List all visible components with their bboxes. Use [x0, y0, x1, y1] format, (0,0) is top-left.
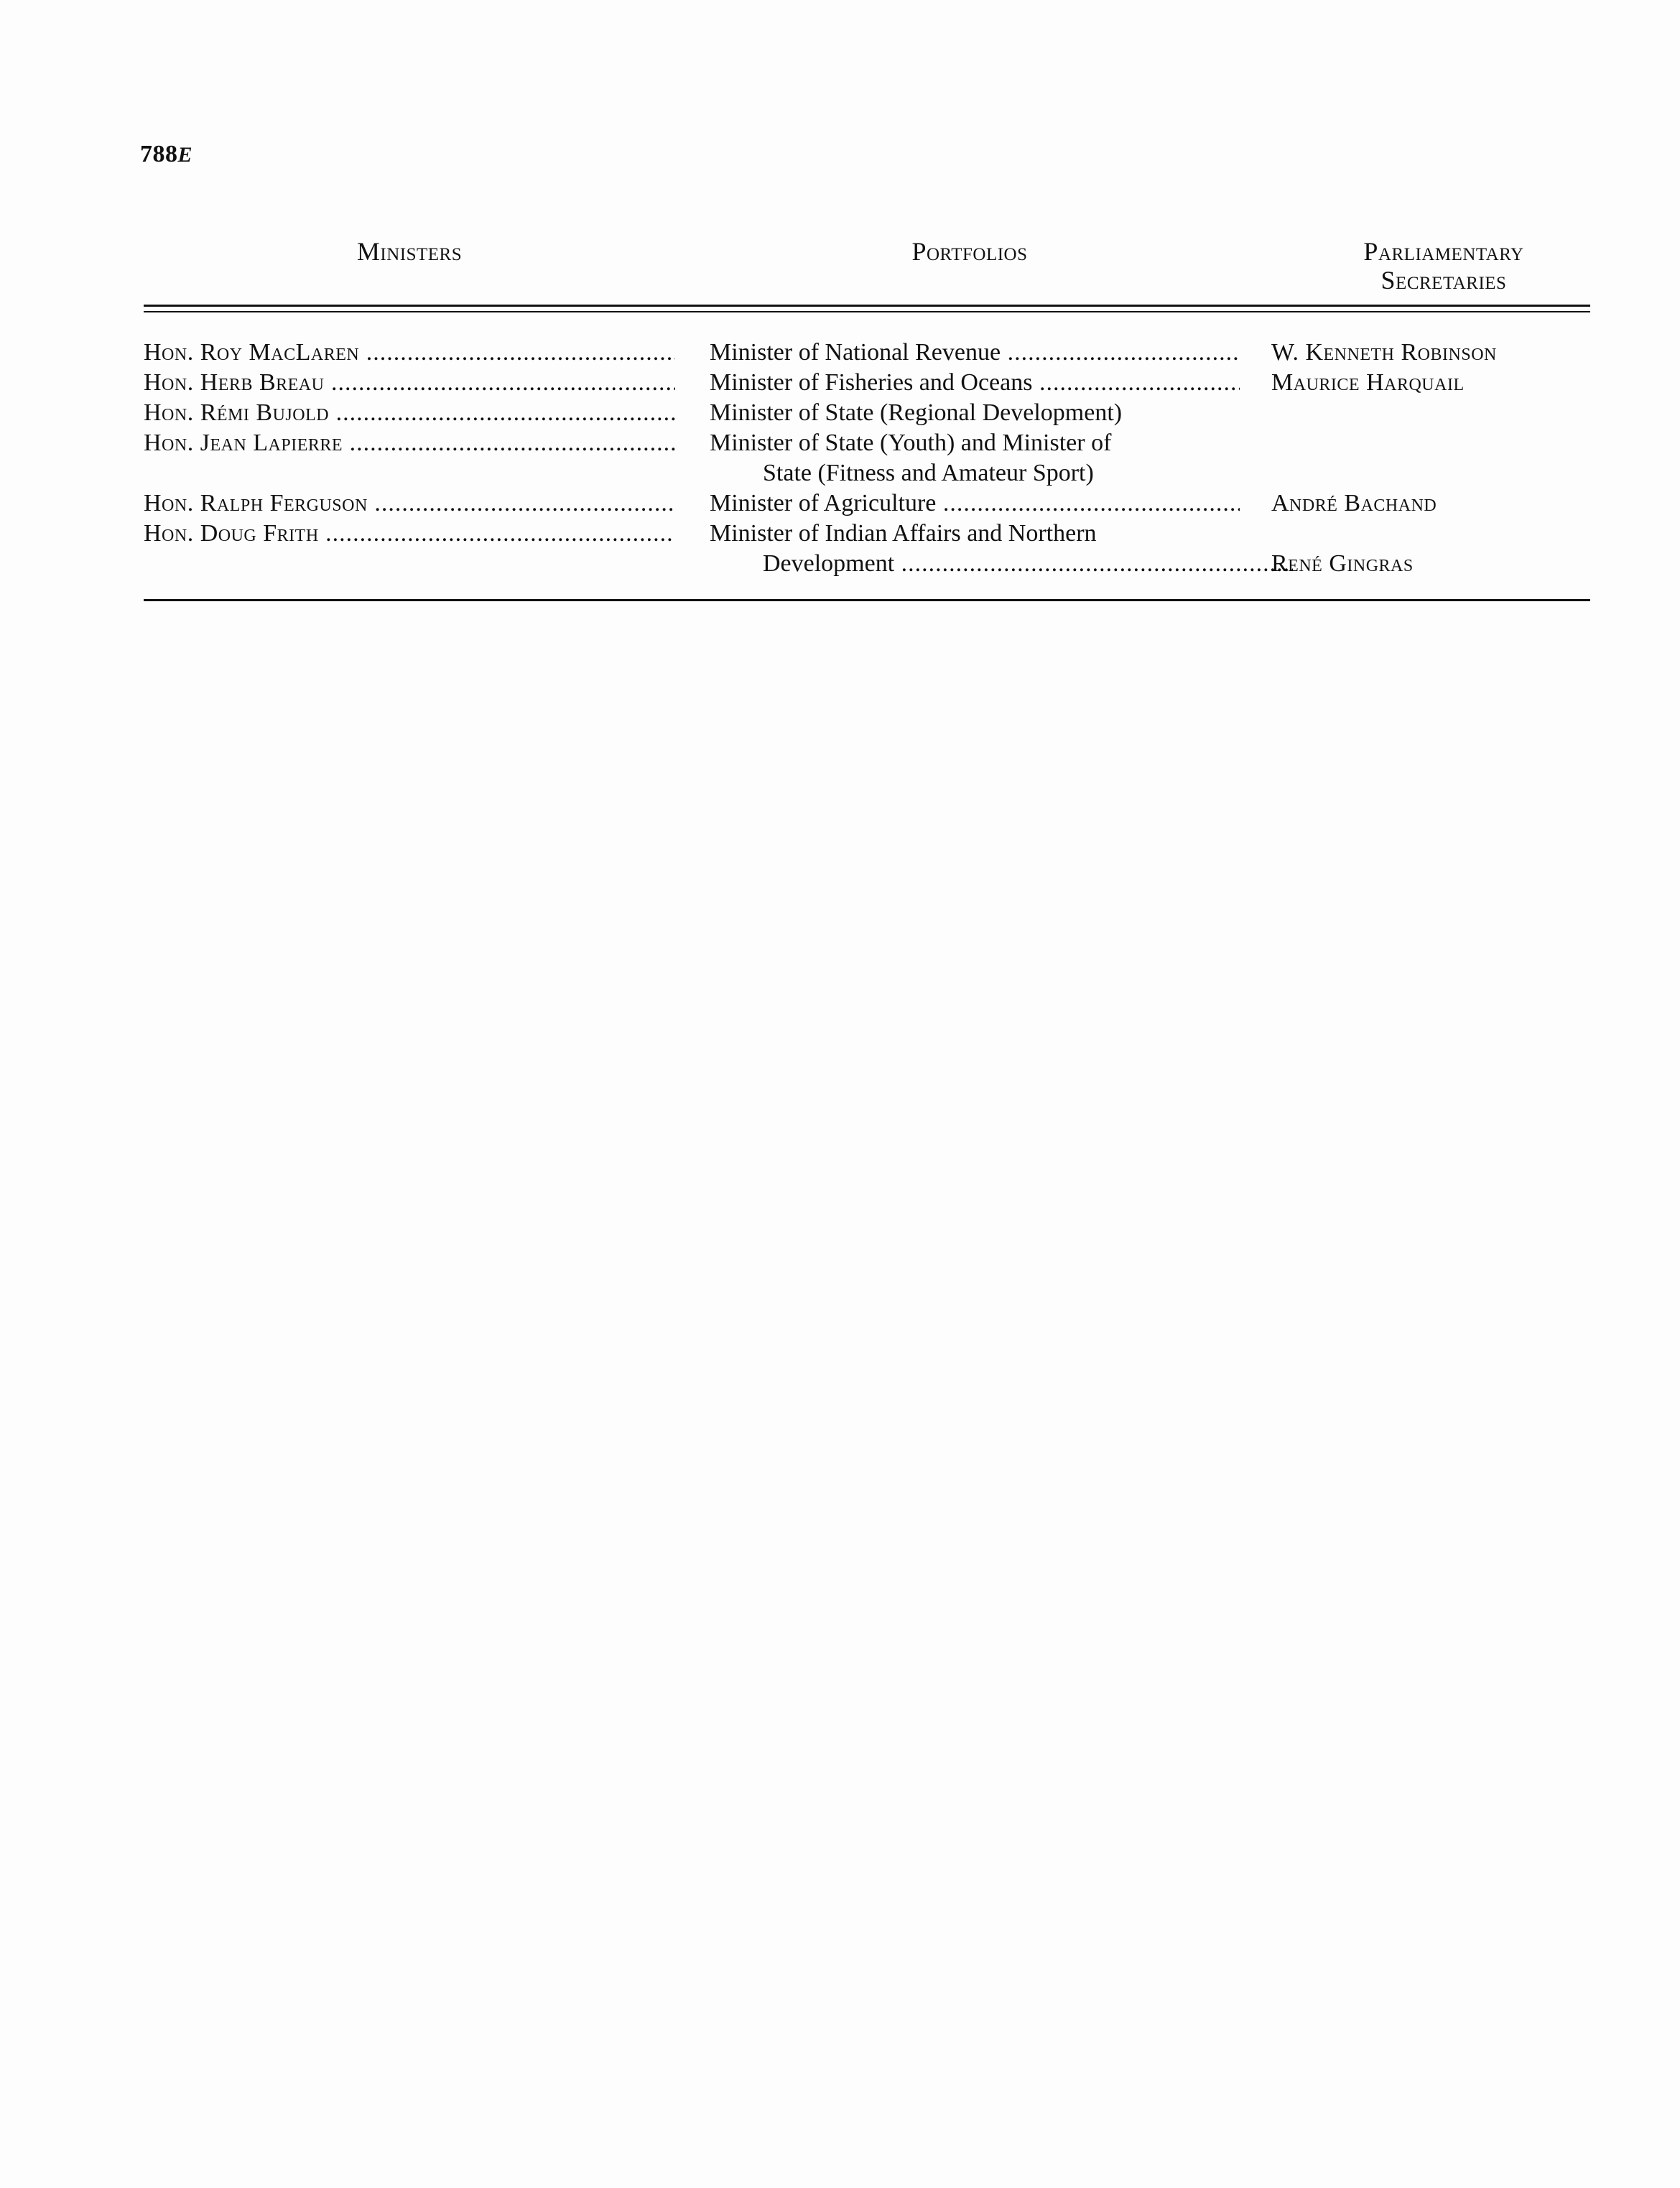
parliamentary-secretary: André Bachand [1271, 490, 1437, 516]
ministers-table [144, 338, 1590, 579]
minister-name: Hon. Herb Breau ..... [144, 368, 675, 398]
minister-name: Hon. Jean Lapierre ..... [144, 428, 675, 458]
header-rule-top [144, 305, 1590, 307]
table-row [144, 368, 1590, 398]
portfolio: Minister of State (Regional Development) [710, 399, 1123, 426]
portfolio: Minister of Agriculture ..... [710, 488, 1240, 519]
header-ministers: Ministers [356, 237, 463, 266]
portfolio: Minister of National Revenue ..... [710, 338, 1240, 368]
header-secretaries-line1: Parliamentary [1363, 237, 1524, 266]
table-rule-bottom [144, 599, 1590, 601]
header-rule-bottom [144, 311, 1590, 312]
table-row [144, 398, 1590, 428]
table-row [144, 519, 1590, 579]
parliamentary-secretary: Maurice Harquail [1271, 369, 1465, 396]
minister-name: Hon. Doug Frith ..... [144, 519, 675, 549]
parliamentary-secretary: W. Kenneth Robinson [1271, 339, 1497, 366]
portfolio-continuation: State (Fitness and Amateur Sport) [763, 460, 1094, 486]
header-secretaries [1307, 237, 1580, 295]
page-number-value: 788 [140, 141, 178, 167]
table-row [144, 428, 1590, 488]
page-number-suffix: E [177, 143, 193, 167]
table-header [144, 237, 1590, 295]
page-number [140, 141, 192, 168]
header-secretaries-line2: Secretaries [1380, 266, 1507, 295]
portfolio: Minister of Fisheries and Oceans ..... [710, 368, 1240, 398]
minister-name: Hon. Roy MacLaren ..... [144, 338, 675, 368]
minister-name: Hon. Ralph Ferguson ..... [144, 488, 675, 519]
minister-name: Hon. Rémi Bujold ..... [144, 398, 675, 428]
table-row [144, 338, 1590, 368]
header-portfolios: Portfolios [911, 237, 1028, 266]
portfolio: Minister of State (Youth) and Minister of [710, 430, 1112, 456]
portfolio-continuation: Development ..... [710, 549, 1293, 579]
parliamentary-secretary: René Gingras [1271, 550, 1414, 577]
table-row [144, 488, 1590, 519]
portfolio: Minister of Indian Affairs and Northern [710, 520, 1097, 547]
